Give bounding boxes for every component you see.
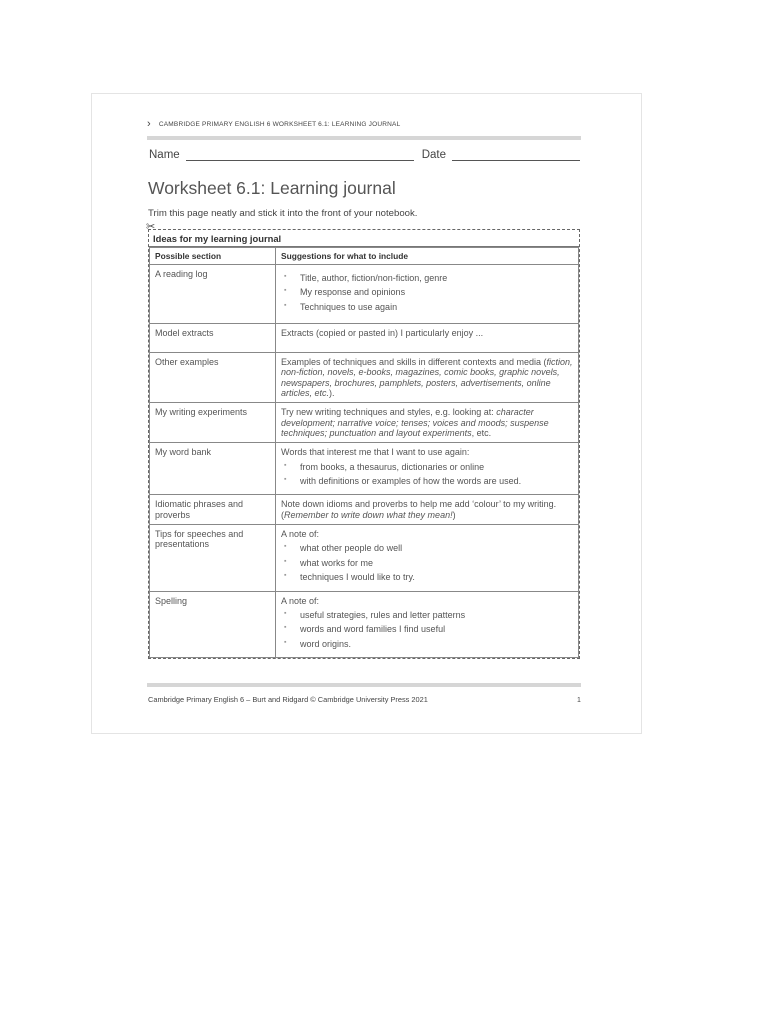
suggestion-text-end: ). bbox=[329, 388, 335, 399]
table-row bbox=[150, 525, 579, 591]
suggestion-examples: fiction, non-fiction, novels, e-books, magazines, comic books, graphic novels, newspapers, brochures, pamphlets, posters, advertisements, online articles, etc. bbox=[281, 357, 573, 399]
table-row bbox=[150, 443, 579, 495]
page-title: Worksheet 6.1: Learning journal bbox=[148, 178, 396, 198]
list-item: ▪ techniques I would like to try. bbox=[281, 572, 573, 582]
list-item: ▪ what works for me bbox=[281, 558, 573, 568]
breadcrumb-text: CAMBRIDGE PRIMARY ENGLISH 6 WORKSHEET 6.1: LEARNING JOURNAL bbox=[158, 121, 401, 128]
list-item: ▪ from books, a thesaurus, dictionaries or online bbox=[281, 462, 573, 472]
scissors-icon: ✂ bbox=[146, 221, 156, 233]
suggestion-intro: Words that interest me that I want to use again: bbox=[281, 447, 470, 458]
suggestion-examples: character development; narrative voice; tenses; voices and moods; suspense techniques; punctuation and layout experiments bbox=[281, 407, 549, 439]
list-item: ▪ what other people do well bbox=[281, 543, 573, 553]
suggestion-cell bbox=[276, 495, 579, 525]
suggestion-cell bbox=[276, 353, 579, 403]
section-cell: My writing experiments bbox=[150, 403, 276, 443]
section-cell: Model extracts bbox=[150, 324, 276, 353]
table-row bbox=[150, 495, 579, 525]
date-label: Date bbox=[421, 149, 446, 161]
suggestion-cell bbox=[276, 525, 579, 591]
list-item: ▪ Title, author, fiction/non-fiction, genre bbox=[281, 273, 573, 283]
name-date-row bbox=[149, 149, 584, 161]
suggestion-text-end: ) bbox=[452, 509, 456, 520]
footer-credit: Cambridge Primary English 6 – Burt and Ridgard © Cambridge University Press 2021 bbox=[148, 695, 428, 704]
table-caption: Ideas for my learning journal bbox=[149, 230, 579, 247]
suggestion-text: Try new writing techniques and styles, e.g. looking at: bbox=[281, 407, 497, 418]
suggestion-cell bbox=[276, 403, 579, 443]
table-row bbox=[150, 324, 579, 353]
suggestion-text: Examples of techniques and skills in different contexts and media ( bbox=[281, 357, 547, 367]
suggestion-text: Note down idioms and proverbs to help me add ‘colour’ to my writing. ( bbox=[281, 499, 557, 520]
section-cell: Spelling bbox=[150, 591, 276, 657]
column-header-suggestions: Suggestions for what to include bbox=[276, 248, 579, 265]
list-item: ▪ Techniques to use again bbox=[281, 302, 573, 312]
suggestion-cell bbox=[276, 265, 579, 324]
chevron-right-icon: › bbox=[147, 118, 151, 130]
table-header-row bbox=[150, 248, 579, 265]
list-item: ▪ My response and opinions bbox=[281, 287, 573, 297]
table-row bbox=[150, 403, 579, 443]
journal-table bbox=[149, 247, 579, 658]
date-field[interactable] bbox=[452, 150, 580, 161]
name-field[interactable] bbox=[186, 150, 414, 161]
footer-rule bbox=[147, 683, 581, 687]
header-rule bbox=[147, 136, 581, 140]
suggestion-intro: A note of: bbox=[281, 595, 320, 606]
column-header-section: Possible section bbox=[150, 248, 276, 265]
instruction-text: Trim this page neatly and stick it into the front of your notebook. bbox=[148, 208, 418, 219]
suggestion-intro: A note of: bbox=[281, 529, 320, 540]
table-row bbox=[150, 265, 579, 324]
section-cell: My word bank bbox=[150, 443, 276, 495]
list-item: ▪ words and word families I find useful bbox=[281, 624, 573, 634]
journal-table-card bbox=[146, 221, 580, 659]
page-number: 1 bbox=[577, 697, 581, 704]
name-label: Name bbox=[149, 149, 180, 161]
worksheet-page bbox=[91, 93, 642, 734]
section-cell: Tips for speeches and presentations bbox=[150, 525, 276, 591]
suggestion-cell: Extracts (copied or pasted in) I particularly enjoy ... bbox=[276, 324, 579, 353]
table-row bbox=[150, 591, 579, 657]
section-cell: A reading log bbox=[150, 265, 276, 324]
suggestion-text-end: , etc. bbox=[471, 428, 492, 439]
section-cell: Idiomatic phrases and proverbs bbox=[150, 495, 276, 525]
list-item: ▪ with definitions or examples of how the words are used. bbox=[281, 476, 573, 486]
suggestion-cell bbox=[276, 443, 579, 495]
list-item: ▪ useful strategies, rules and letter patterns bbox=[281, 610, 573, 620]
suggestion-examples: Remember to write down what they mean! bbox=[284, 509, 453, 520]
section-cell: Other examples bbox=[150, 353, 276, 403]
suggestion-cell bbox=[276, 591, 579, 657]
table-row bbox=[150, 353, 579, 403]
list-item: ▪ word origins. bbox=[281, 639, 573, 649]
breadcrumb bbox=[147, 119, 400, 130]
